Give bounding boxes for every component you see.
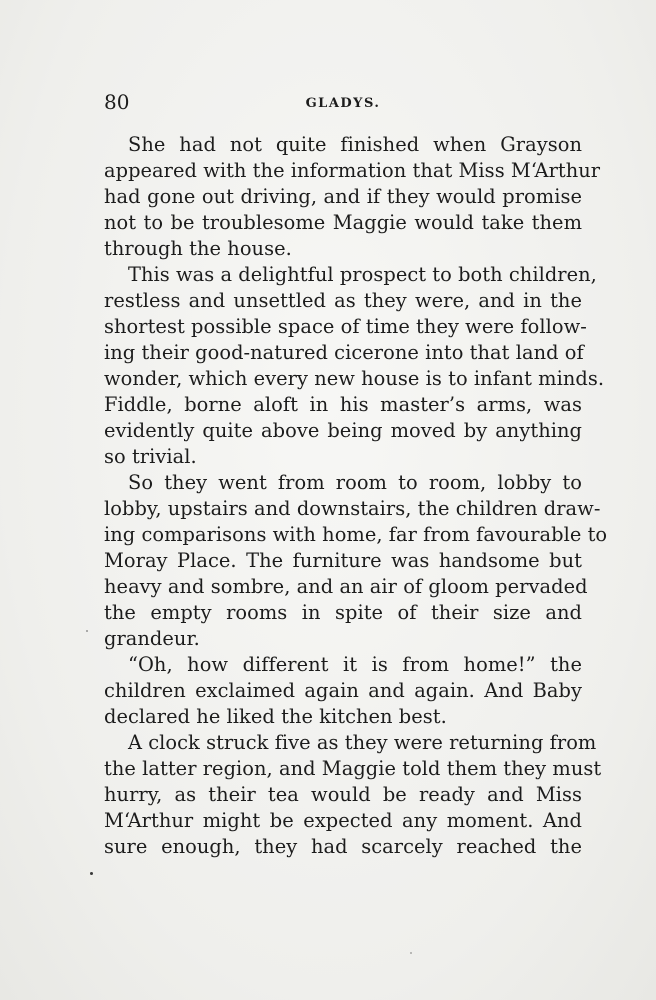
paper-speck (86, 630, 88, 632)
text-line: So they went from room to room, lobby to (128, 471, 582, 494)
text-line: A clock struck five as they were returning from (128, 731, 597, 754)
text-line: so trivial. (104, 445, 197, 468)
text-line: ing their good-natured cicerone into that land of (104, 341, 584, 364)
text-line: grandeur. (104, 627, 200, 650)
text-line: lobby, upstairs and downstairs, the children draw- (104, 497, 601, 520)
text-line: She had not quite finished when Grayson (128, 133, 582, 156)
text-line: heavy and sombre, and an air of gloom pervaded (104, 575, 588, 598)
text-line: the empty rooms in spite of their size and (104, 601, 582, 624)
text-line: M‘Arthur might be expected any moment. And (104, 809, 582, 832)
paper-speck (90, 872, 93, 875)
page-header (104, 88, 582, 116)
text-line: declared he liked the kitchen best. (104, 705, 447, 728)
text-line: shortest possible space of time they were follow- (104, 315, 587, 338)
text-line: hurry, as their tea would be ready and Miss (104, 783, 582, 806)
text-line: had gone out driving, and if they would promise (104, 185, 582, 208)
page-number: 80 (104, 90, 130, 114)
text-line: Moray Place. The furniture was handsome but (104, 549, 582, 572)
text-line: evidently quite above being moved by anything (104, 419, 582, 442)
text-line: through the house. (104, 237, 292, 260)
text-line: “Oh, how different it is from home!” the (128, 653, 582, 676)
text-line: ing comparisons with home, far from favourable to (104, 523, 608, 546)
text-line: not to be troublesome Maggie would take them (104, 211, 582, 234)
paper-speck (410, 952, 412, 954)
text-line: Fiddle, borne aloft in his master’s arms, was (104, 393, 582, 416)
text-line: wonder, which every new house is to infant minds. (104, 367, 605, 390)
text-line: the latter region, and Maggie told them they must (104, 757, 602, 780)
text-line: restless and unsettled as they were, and in the (104, 289, 582, 312)
text-line: This was a delightful prospect to both children, (128, 263, 597, 286)
running-title: GLADYS. (305, 96, 381, 111)
text-line: appeared with the information that Miss M‘Arthur (104, 159, 601, 182)
text-line: children exclaimed again and again. And Baby (104, 679, 582, 702)
text-line: sure enough, they had scarcely reached the (104, 835, 582, 858)
